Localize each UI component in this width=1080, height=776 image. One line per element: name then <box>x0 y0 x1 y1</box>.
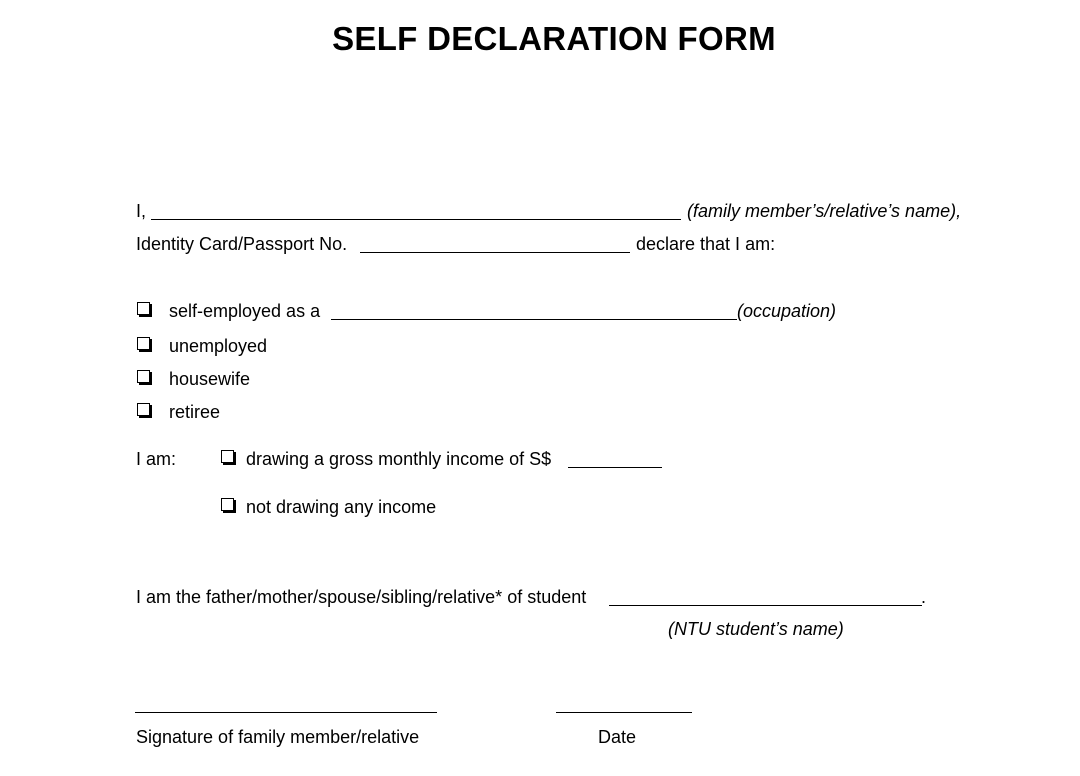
name-prefix: I, <box>136 201 147 221</box>
housewife-checkbox[interactable] <box>137 370 150 383</box>
relation-period: . <box>921 587 927 607</box>
income-prefix: I am: <box>136 449 177 469</box>
occupation-field[interactable] <box>331 319 737 320</box>
unemployed-checkbox[interactable] <box>137 337 150 350</box>
self-employed-checkbox[interactable] <box>137 302 150 315</box>
occupation-caption: (occupation) <box>737 301 837 321</box>
date-field[interactable] <box>556 712 692 713</box>
retiree-checkbox[interactable] <box>137 403 150 416</box>
form-title: SELF DECLARATION FORM <box>332 20 776 57</box>
name-field-caption: (family member’s/relative’s name), <box>687 201 962 221</box>
family-member-name-field[interactable] <box>151 219 681 220</box>
self-employed-label: self-employed as a <box>169 301 321 321</box>
student-name-field[interactable] <box>609 605 922 606</box>
id-label: Identity Card/Passport No. <box>136 234 348 254</box>
date-caption: Date <box>598 727 637 747</box>
monthly-income-field[interactable] <box>568 467 662 468</box>
drawing-income-label: drawing a gross monthly income of S$ <box>246 449 552 469</box>
student-name-caption: (NTU student’s name) <box>668 619 844 639</box>
unemployed-label: unemployed <box>169 336 268 356</box>
relation-text: I am the father/mother/spouse/sibling/relative* of student <box>136 587 587 607</box>
signature-field[interactable] <box>135 712 437 713</box>
declare-text: declare that I am: <box>636 234 776 254</box>
signature-caption: Signature of family member/relative <box>136 727 420 747</box>
id-passport-number-field[interactable] <box>360 252 630 253</box>
no-income-label: not drawing any income <box>246 497 437 517</box>
retiree-label: retiree <box>169 402 221 422</box>
no-income-checkbox[interactable] <box>221 498 234 511</box>
drawing-income-checkbox[interactable] <box>221 450 234 463</box>
housewife-label: housewife <box>169 369 251 389</box>
